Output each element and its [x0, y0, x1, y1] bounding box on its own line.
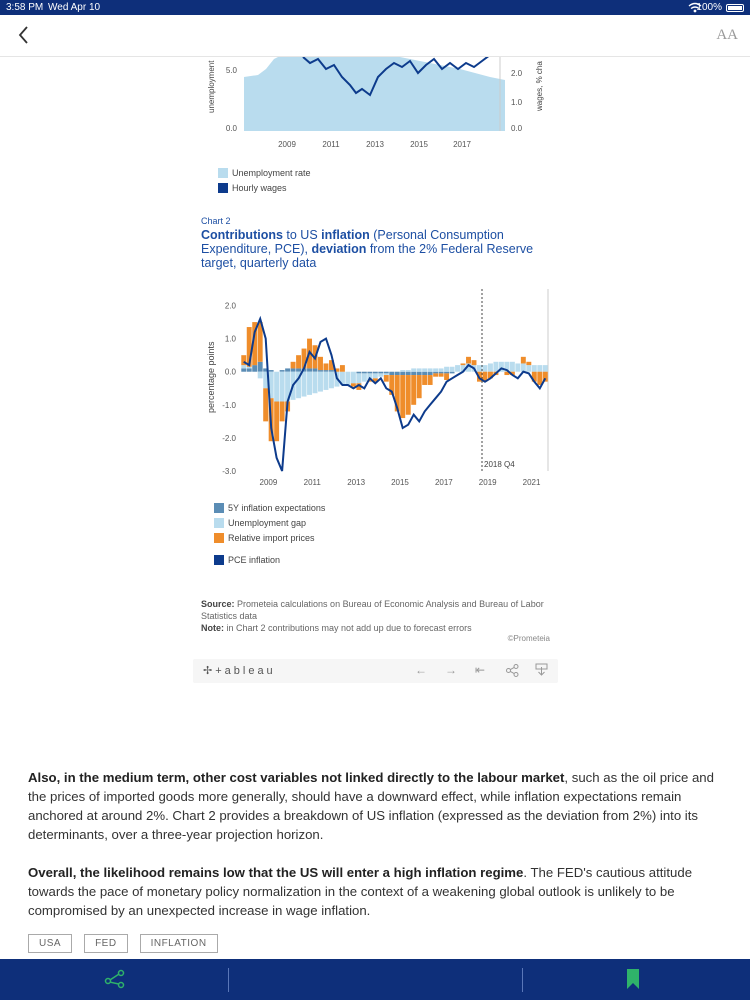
bar-unemployment-gap[interactable]: [241, 365, 246, 368]
bar-5y-inflation-expectations[interactable]: [252, 365, 257, 372]
chart2-x-tick: 2019: [478, 478, 497, 487]
bar-5y-inflation-expectations[interactable]: [318, 370, 323, 372]
bar-relative-import-prices[interactable]: [417, 375, 422, 398]
legend-label: Unemployment gap: [228, 517, 307, 528]
bar-relative-import-prices[interactable]: [324, 363, 329, 370]
legend-item: [214, 552, 325, 567]
chart1-x-tick: 2015: [410, 140, 428, 149]
bar-5y-inflation-expectations[interactable]: [417, 372, 422, 375]
legend-item: [218, 165, 311, 180]
chart1-left-tick: 0.0: [225, 124, 237, 133]
bar-5y-inflation-expectations[interactable]: [313, 368, 318, 371]
bar-relative-import-prices[interactable]: [274, 402, 279, 442]
chart2-y-tick: 2.0: [224, 301, 236, 311]
bar-unemployment-gap[interactable]: [247, 367, 252, 369]
bar-relative-import-prices[interactable]: [406, 375, 411, 415]
bar-unemployment-gap[interactable]: [422, 368, 427, 371]
bar-relative-import-prices[interactable]: [400, 375, 405, 418]
bar-unemployment-gap[interactable]: [433, 368, 438, 371]
bar-5y-inflation-expectations[interactable]: [247, 368, 252, 371]
bar-5y-inflation-expectations[interactable]: [400, 372, 405, 375]
bar-unemployment-gap[interactable]: [439, 368, 444, 371]
bar-relative-import-prices[interactable]: [439, 373, 444, 376]
bar-relative-import-prices[interactable]: [526, 362, 531, 365]
bar-unemployment-gap[interactable]: [477, 365, 482, 372]
article-paragraph: Also, in the medium term, other cost variables not linked directly to the labour market, such as the oil price and the prices of imported goods more generally, should have a downward effect, while inflation expectations remain anchored at around 2%. Chart 2 provides a breakdown of US inflation (expressed as the deviation from 2%) into its determinants, over a three-year projection horizon.: [28, 770, 714, 842]
bar-5y-inflation-expectations[interactable]: [296, 368, 301, 371]
download-icon[interactable]: [535, 663, 548, 677]
bar-5y-inflation-expectations[interactable]: [378, 372, 383, 374]
legend-item: [218, 180, 311, 195]
chart1: [0, 57, 750, 175]
bar-5y-inflation-expectations[interactable]: [285, 368, 290, 371]
status-bar: [0, 0, 750, 15]
chart2-x-tick: 2013: [347, 478, 366, 487]
bar-5y-inflation-expectations[interactable]: [444, 372, 449, 374]
bar-unemployment-gap[interactable]: [526, 365, 531, 372]
legend-swatch: [218, 168, 228, 178]
bar-relative-import-prices[interactable]: [384, 375, 389, 382]
bar-relative-import-prices[interactable]: [340, 365, 345, 372]
bar-5y-inflation-expectations[interactable]: [450, 372, 455, 374]
chart1-x-tick: 2017: [453, 140, 471, 149]
font-size-icon[interactable]: AA: [716, 27, 738, 43]
chart2-x-tick: 2017: [434, 478, 453, 487]
bar-5y-inflation-expectations[interactable]: [384, 372, 389, 374]
legend-label: Relative import prices: [228, 532, 315, 543]
bar-relative-import-prices[interactable]: [422, 375, 427, 385]
chart2-x-tick: 2021: [522, 478, 541, 487]
revert-icon[interactable]: ⇤: [475, 663, 486, 677]
article-content[interactable]: [0, 57, 750, 959]
bar-5y-inflation-expectations[interactable]: [356, 372, 361, 374]
chart2-legend: [214, 500, 325, 567]
bar-5y-inflation-expectations[interactable]: [406, 372, 411, 375]
bar-unemployment-gap[interactable]: [406, 370, 411, 372]
tag-list: [28, 934, 218, 953]
bar-5y-inflation-expectations[interactable]: [258, 362, 263, 372]
bar-relative-import-prices[interactable]: [461, 363, 466, 365]
chart1-right-axis-label: wages, % cha: [535, 61, 544, 111]
bar-relative-import-prices[interactable]: [318, 357, 323, 370]
bar-unemployment-gap[interactable]: [362, 373, 367, 381]
tag-inflation[interactable]: INFLATION: [140, 934, 218, 953]
legend-swatch: [214, 533, 224, 543]
bar-relative-import-prices[interactable]: [444, 373, 449, 380]
legend-label: 5Y inflation expectations: [228, 502, 326, 513]
chart1-x-tick: 2011: [322, 140, 340, 149]
bar-relative-import-prices[interactable]: [291, 362, 296, 369]
chart2-header: [201, 216, 551, 270]
bar-relative-import-prices[interactable]: [537, 372, 542, 385]
bar-relative-import-prices[interactable]: [411, 375, 416, 405]
bar-5y-inflation-expectations[interactable]: [439, 372, 444, 374]
article-paragraph: Overall, the likelihood remains low that the US will enter a high inflation regime. The FED's cautious attitude towards the pace of monetary policy normalization in the context of a weakening global outlook is unlikely to be compromised by an unexpected increase in wage inflation.: [28, 865, 693, 918]
bar-unemployment-gap[interactable]: [493, 362, 498, 372]
bar-relative-import-prices[interactable]: [472, 360, 477, 365]
bar-unemployment-gap[interactable]: [384, 373, 389, 375]
legend-item: [214, 500, 325, 515]
bar-unemployment-gap[interactable]: [373, 373, 378, 378]
bar-5y-inflation-expectations[interactable]: [395, 372, 400, 375]
legend-swatch: [214, 555, 224, 565]
chart1-unemployment-area: [244, 57, 505, 131]
bar-relative-import-prices[interactable]: [428, 375, 433, 385]
chart2-y-tick: -2.0: [222, 433, 236, 443]
chart2-y-tick: 0.0: [224, 367, 236, 377]
bar-5y-inflation-expectations[interactable]: [389, 372, 394, 375]
bar-unemployment-gap[interactable]: [521, 363, 526, 371]
tableau-toolbar: [193, 659, 558, 683]
redo-icon[interactable]: →: [445, 663, 457, 677]
bar-unemployment-gap[interactable]: [378, 373, 383, 376]
bar-5y-inflation-expectations[interactable]: [362, 372, 367, 374]
chart1-right-tick: 2.0: [511, 69, 523, 78]
bar-5y-inflation-expectations[interactable]: [367, 372, 372, 374]
battery-percent: 100%: [696, 2, 722, 13]
bar-unemployment-gap[interactable]: [302, 372, 307, 397]
bar-5y-inflation-expectations[interactable]: [324, 370, 329, 372]
legend-item: [214, 515, 325, 530]
toolbar-divider: [522, 968, 523, 992]
bar-5y-inflation-expectations[interactable]: [422, 372, 427, 375]
bar-unemployment-gap[interactable]: [417, 368, 422, 371]
share-icon[interactable]: [104, 969, 126, 989]
bar-unemployment-gap[interactable]: [356, 373, 361, 383]
bar-unemployment-gap[interactable]: [444, 367, 449, 372]
bar-unemployment-gap[interactable]: [428, 368, 433, 371]
bar-unemployment-gap[interactable]: [329, 372, 334, 389]
bar-5y-inflation-expectations[interactable]: [433, 372, 438, 374]
bar-unemployment-gap[interactable]: [307, 372, 312, 395]
bar-5y-inflation-expectations[interactable]: [291, 368, 296, 371]
chart2-x-tick: 2015: [391, 478, 409, 487]
undo-icon[interactable]: ←: [415, 663, 427, 677]
chart1-x-tick: 2009: [278, 140, 296, 149]
bar-unemployment-gap[interactable]: [351, 372, 356, 384]
chart2-y-tick: 1.0: [224, 334, 236, 344]
bar-unemployment-gap[interactable]: [280, 372, 285, 402]
legend-label: Hourly wages: [232, 182, 287, 193]
bar-unemployment-gap[interactable]: [450, 367, 455, 372]
share-icon[interactable]: [506, 664, 519, 677]
bar-unemployment-gap[interactable]: [543, 365, 548, 372]
status-time: 3:58 PM: [6, 2, 44, 13]
tag-fed[interactable]: FED: [84, 934, 128, 953]
bar-relative-import-prices[interactable]: [466, 357, 471, 364]
bar-5y-inflation-expectations[interactable]: [329, 370, 334, 372]
legend-label: Unemployment rate: [232, 167, 311, 178]
bar-unemployment-gap[interactable]: [515, 363, 520, 371]
chart1-x-tick: 2013: [366, 140, 384, 149]
toolbar-divider: [228, 968, 229, 992]
bar-relative-import-prices[interactable]: [296, 355, 301, 368]
bar-unemployment-gap[interactable]: [324, 372, 329, 390]
bar-unemployment-gap[interactable]: [488, 363, 493, 371]
bookmark-icon[interactable]: [626, 969, 640, 989]
chart1-left-axis-label: unemployment: [207, 60, 216, 113]
bar-unemployment-gap[interactable]: [455, 365, 460, 372]
bar-5y-inflation-expectations[interactable]: [411, 372, 416, 375]
pce-inflation-line: [244, 319, 546, 471]
battery-icon: [726, 4, 744, 12]
bar-relative-import-prices[interactable]: [263, 388, 268, 421]
bar-relative-import-prices[interactable]: [521, 357, 526, 364]
bar-unemployment-gap[interactable]: [482, 365, 487, 372]
bar-unemployment-gap[interactable]: [510, 362, 515, 372]
bar-5y-inflation-expectations[interactable]: [280, 370, 285, 372]
chart-source-note: Source: Prometeia calculations on Bureau of Economic Analysis and Bureau of Labor Statistics data Note: in Chart 2 contributions may not add up due to forecast errors: [201, 599, 544, 633]
bar-unemployment-gap[interactable]: [318, 372, 323, 392]
bar-5y-inflation-expectations[interactable]: [307, 368, 312, 371]
back-chevron-icon[interactable]: [14, 23, 34, 47]
nav-bar: [0, 15, 750, 57]
legend-swatch: [214, 503, 224, 513]
chart2-label: Chart 2: [201, 216, 231, 226]
legend-item: [214, 530, 325, 545]
bar-relative-import-prices[interactable]: [433, 373, 438, 376]
bar-unemployment-gap[interactable]: [274, 372, 279, 402]
chart2[interactable]: [0, 285, 750, 505]
bar-unemployment-gap[interactable]: [313, 372, 318, 394]
bar-5y-inflation-expectations[interactable]: [269, 370, 274, 372]
bar-5y-inflation-expectations[interactable]: [373, 372, 378, 374]
chart2-title: Contributions to US inflation (Personal Consumption Expenditure, PCE), deviation from the 2% Federal Reserve target, quarterly data: [201, 228, 534, 270]
bar-unemployment-gap[interactable]: [345, 372, 350, 385]
legend-swatch: [218, 183, 228, 193]
bar-unemployment-gap[interactable]: [537, 365, 542, 372]
chart2-y-axis-label: percentage points: [206, 341, 216, 413]
chart1-legend: [218, 165, 311, 195]
bar-unemployment-gap[interactable]: [400, 370, 405, 372]
bar-5y-inflation-expectations[interactable]: [428, 372, 433, 375]
legend-swatch: [214, 518, 224, 528]
legend-label: PCE inflation: [228, 554, 281, 565]
bar-relative-import-prices[interactable]: [280, 402, 285, 422]
chart1-right-tick: 0.0: [511, 124, 523, 133]
chart1-left-tick: 5.0: [225, 66, 237, 75]
tableau-logo[interactable]: ✢+ableau: [203, 665, 276, 677]
forecast-marker-label: 2018 Q4: [484, 460, 515, 469]
chart2-x-tick: 2011: [303, 478, 321, 487]
tag-usa[interactable]: USA: [28, 934, 72, 953]
status-date: Wed Apr 10: [48, 2, 101, 13]
chart2-x-tick: 2009: [259, 478, 278, 487]
chart1-right-tick: 1.0: [511, 98, 523, 107]
chart2-y-tick: -1.0: [222, 400, 236, 410]
bar-unemployment-gap[interactable]: [411, 368, 416, 371]
bottom-toolbar: [0, 959, 750, 1000]
bar-5y-inflation-expectations[interactable]: [241, 368, 246, 371]
copyright: ©Prometeia: [507, 634, 550, 643]
chart2-y-tick: -3.0: [222, 467, 236, 476]
bar-unemployment-gap[interactable]: [532, 365, 537, 372]
bar-unemployment-gap[interactable]: [258, 372, 263, 379]
